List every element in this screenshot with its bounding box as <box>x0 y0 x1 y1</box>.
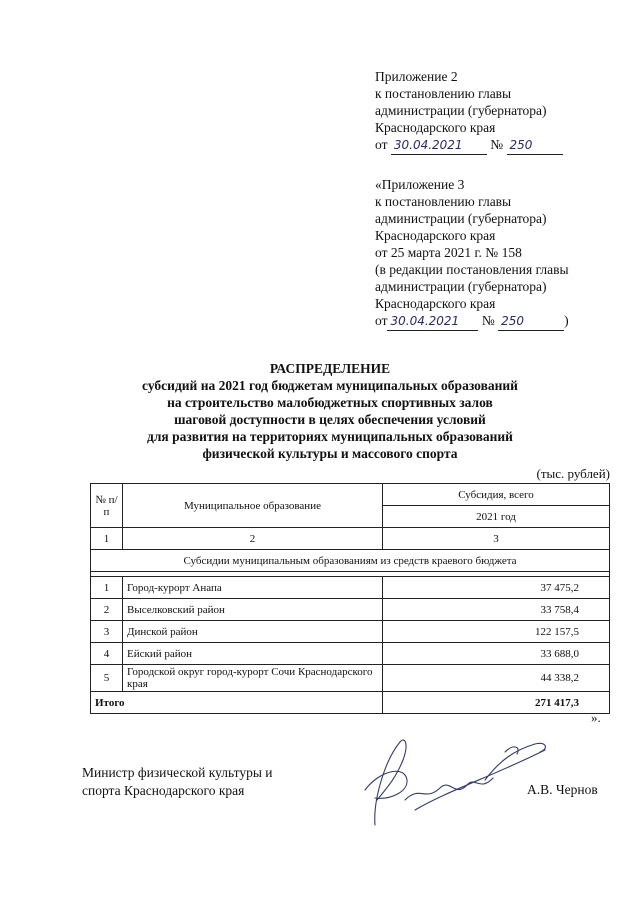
closing-quote: ». <box>591 710 601 725</box>
annex-2-line: администрации (губернатора) <box>375 103 547 118</box>
signer-position-line: Министр физической культуры и <box>82 765 273 780</box>
annex-3-line: (в редакции постановления главы <box>375 262 569 277</box>
column-number: 1 <box>91 528 123 550</box>
row-name: Ейский район <box>123 643 383 665</box>
title-line: субсидий на 2021 год бюджетам муниципальных образований <box>142 378 518 393</box>
row-no: 2 <box>91 599 123 621</box>
row-no: 5 <box>91 665 123 692</box>
signer-name: А.В. Чернов <box>527 782 598 797</box>
total-row <box>91 692 610 714</box>
row-value: 33 758,4 <box>383 599 610 621</box>
annex-3-line: администрации (губернатора) <box>375 279 547 294</box>
from-label: от <box>375 137 388 152</box>
title-line: шаговой доступности в целях обеспечения условий <box>174 412 486 427</box>
table-row <box>91 577 610 599</box>
annex-2-line: Краснодарского края <box>375 120 496 135</box>
row-name: Выселковский район <box>123 599 383 621</box>
handwritten-date: 30.04.2021 <box>391 137 487 155</box>
row-no: 4 <box>91 643 123 665</box>
row-name: Город-курорт Анапа <box>123 577 383 599</box>
table-row <box>91 599 610 621</box>
section-row: Субсидии муниципальным образованиям из средств краевого бюджета <box>91 550 610 572</box>
title-line: для развития на территориях муниципальных образований <box>147 429 513 444</box>
annex-3-line: «Приложение 3 <box>375 177 465 192</box>
annex-3-line: от 25 марта 2021 г. № 158 <box>375 245 522 260</box>
table-row <box>91 665 610 692</box>
units-label: (тыс. рублей) <box>536 466 610 481</box>
header-subsidy: Субсидия, всего <box>383 484 610 506</box>
row-value: 37 475,2 <box>383 577 610 599</box>
annex-3-date-line <box>375 312 569 331</box>
title-line: физической культуры и массового спорта <box>202 446 458 461</box>
from-label: от <box>375 313 388 328</box>
total-label: Итого <box>91 692 383 714</box>
table-row <box>91 643 610 665</box>
annex-3-header <box>375 176 569 331</box>
annex-2-line: к постановлению главы <box>375 86 512 101</box>
header-municipality: Муниципальное образование <box>123 484 383 528</box>
annex-2-line: Приложение 2 <box>375 69 458 84</box>
number-label: № <box>481 313 495 328</box>
annex-3-line: администрации (губернатора) <box>375 211 547 226</box>
column-number: 2 <box>123 528 383 550</box>
annex-2-date-line <box>375 136 563 155</box>
row-value: 33 688,0 <box>383 643 610 665</box>
annex-3-line: Краснодарского края <box>375 296 496 311</box>
row-value: 122 157,5 <box>383 621 610 643</box>
handwritten-signature <box>345 730 565 830</box>
total-value: 271 417,3 <box>383 692 610 714</box>
title-line: РАСПРЕДЕЛЕНИЕ <box>269 361 391 376</box>
annex-3-line: к постановлению главы <box>375 194 512 209</box>
row-name: Городской округ город-курорт Сочи Краснодарского края <box>123 665 383 692</box>
table-row <box>91 621 610 643</box>
signer-position <box>82 764 273 800</box>
handwritten-number: 250 <box>507 137 563 155</box>
subsidy-table <box>90 483 610 714</box>
close-paren: ) <box>564 313 569 328</box>
handwritten-date: 30.04.2021 <box>387 313 478 331</box>
title-line: на строительство малобюджетных спортивных залов <box>167 395 493 410</box>
header-year: 2021 год <box>383 506 610 528</box>
column-number: 3 <box>383 528 610 550</box>
document-title <box>60 360 600 462</box>
row-no: 1 <box>91 577 123 599</box>
annex-2-header <box>375 68 563 155</box>
header-no: № п/п <box>91 484 123 528</box>
number-label: № <box>490 137 504 152</box>
annex-3-line: Краснодарского края <box>375 228 496 243</box>
signer-position-line: спорта Краснодарского края <box>82 783 245 798</box>
handwritten-number: 250 <box>498 313 564 331</box>
row-value: 44 338,2 <box>383 665 610 692</box>
row-no: 3 <box>91 621 123 643</box>
row-name: Динской район <box>123 621 383 643</box>
